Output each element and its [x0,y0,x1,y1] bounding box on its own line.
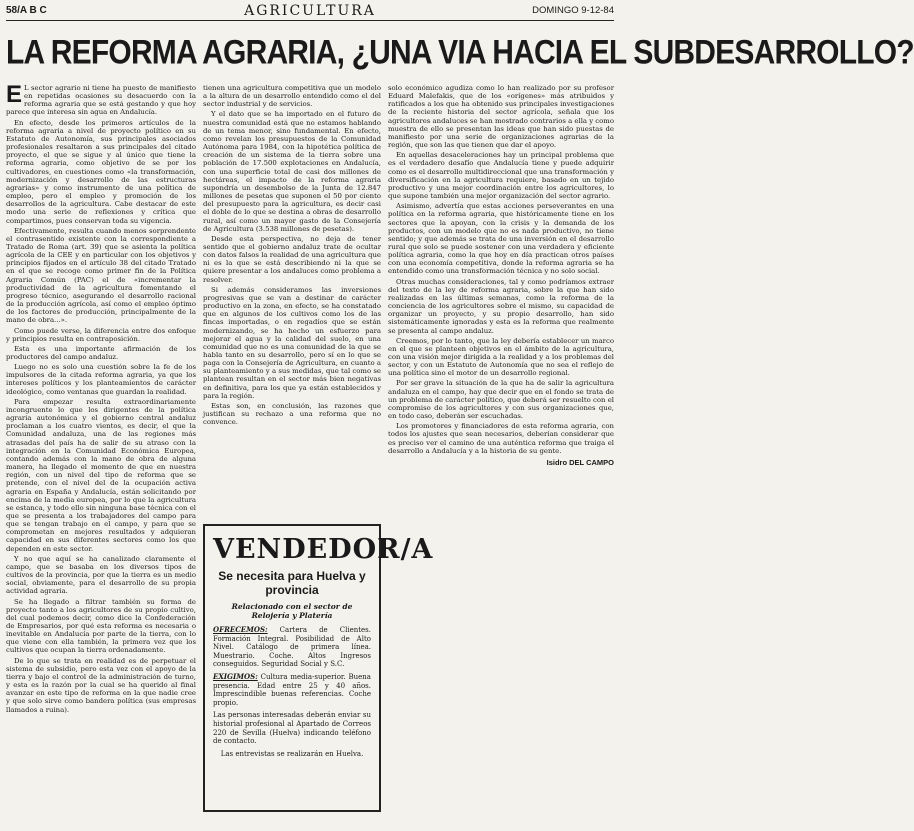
paragraph: En aquellas desaceleraciones hay un principal problema que es el verdadero desafío que Andalucía tiene y puede adquirir como es el desarrollo multidireccional que una transformación y diversificación en la agricultura requiere, basado en un tejido productivo y una mejor coordinación entre los agricultores, lo que supone también una mejor organización del sector agrario. [388,151,614,201]
paragraph: Y el dato que se ha importado en el futuro de nuestra comunidad está que no estamos hablando de un tema menor, sino fundamental. En efecto, como revelan los presupuestos de la Comunidad Autónoma para 1984, con la hipotética política de creación de un sistema de la tierra sobre una población de 17.500 explotaciones en Andalucía, con una superficie total de casi dos millones de hectáreas, el impacto de la reforma agraria supondría un desembolso de la Junta de 12.847 millones de pesetas que suponen el 50 por ciento del presupuesto para la agricultura, es decir casi el doble de lo que se destina a obras de desarrollo rural, así como un mayor gasto de la Consejería de Agricultura (3.538 millones de pesetas). [203,110,381,233]
paragraph: Esta es una importante afirmación de los productores del campo andaluz. [6,344,196,361]
paragraph: Para empezar resulta extraordinariamente incongruente lo que los dirigentes de la política agraria autonómica y el gobierno central andaluz proclaman a los cuatro vientos, es decir, el que la Comunidad andaluza, una de las regiones más atrasadas del país ha de salir de su atraso con la integración en la Comunidad Económica Europea, contando además con la mano de obra de alguna manera, ha llegado el momento de que en nuestra región, con un nivel del tipo de reforma que se pretende, con el nivel del de la ocupación activa agraria en España y Andalucía, están solicitando por encima de la media europea, por lo que la agricultura se estanca, y todo ello sin ninguna base técnica con el que se presenta a los trabajadores del campo para que se tengan trabajo en el campo, y para que se comprometan en mejores resultados y adquieran capacidad en sus diferentes sectores como los que dependen en este sector. [6,397,196,553]
paragraph: L sector agrario ni tiene ha puesto de manifiesto en repetidas ocasiones su desacuerdo con la reforma agraria que se está gestando y que hoy parece que interesa sin agua en Andalucía. [6,84,196,117]
issue-date: DOMINGO 9-12-84 [532,5,614,16]
article-column-2 [203,84,381,516]
paragraph: tienen una agricultura competitiva que un modelo a la altura de un desarrollo entendido como el del sector industrial y de servicios. [203,84,381,109]
paragraph: Otras muchas consideraciones, tal y como podríamos extraer del texto de la ley de reforma agraria, sobre la que han sido realizadas en las últimas semanas, como la reforma de la conciencia de los agricultores sobre el mismo, su capacidad de organizar un proyecto, y su propio desarrollo, han sido sistemáticamente ignoradas y esta es la reforma que realmente se presenta al campo andaluz. [388,277,614,335]
page-header [6,4,614,21]
dropcap: E [6,81,23,108]
paragraph: Los promotores y financiadores de esta reforma agraria, con todos los ajustes que sean necesarios, deberían considerar que es preciso ver el camino de una auténtica reforma que traiga el desarrollo a Andalucía y a la historia de su gente. [388,422,614,455]
paragraph: solo económico agudiza como lo han realizado por su profesor Eduard Malefakis, que de los «orígenes» más atribuidos y ratificados a los que ha obtenido sus principales investigaciones de la reciente historia del sector agrícola, señala que los agricultores andaluces se han mostrado contrarios a ella y como muestra de ello se presentan las ideas que han sido puestas de manifiesto por una serie de organizaciones agrarias de la región, que son las que tienen que dar el apoyo. [388,84,614,150]
ad-contact: Las personas interesadas deberán enviar su historial profesional al Apartado de Correos 220 de Sevilla (Huelva) indicando teléfono de contacto. [213,711,371,746]
section-title: AGRICULTURA [244,3,376,19]
ad-tagline: Relacionado con el sector de Relojería y Platería [231,602,353,620]
ad-require-text: Cultura media-superior. Buena presencia. Edad entre 25 y 40 años. Imprescindible buenas referencias. Coche propio. [213,672,371,707]
ad-subtitle: Se necesita para Huelva y provincia [218,569,366,597]
headline: LA REFORMA AGRARIA, ¿UNA VIA HACIA EL SUBDESARROLLO? [6,33,914,72]
ad-offer-text: Cartera de Clientes. Formación Integral. Posibilidad de Alto Nivel. Catálogo de primera línea. Muestrario. Coche. Altos Ingresos conseguidos. Seguridad Social y S.C. [213,626,371,669]
ad-offer-label: OFRECEMOS: [213,625,268,634]
article-column-1 [6,81,196,826]
paragraph: Efectivamente, resulta cuando menos sorprendente el contrasentido existente con la correspondiente a Tratado de Roma (art. 39) que se asienta la política agrícola de la CEE y en particular con los objetivos y principios fijados en el artículo 38 del citado Tratado en el que se recoge como primer fin de la Política Agraria Común (PAC) el de «incrementar la productividad de la agricultura fomentando el progreso técnico, asegurando el desarrollo racional de la producción agrícola, así como el empleo óptimo de los factores de producción, principalmente de la mano de obra...». [6,226,196,325]
paragraph: Como puede verse, la diferencia entre dos enfoque y principios resulta en contraposición. [6,326,196,343]
paragraph: Asimismo, advertía que estas acciones perseverantes en una política en la reforma agraria, que históricamente tiene en los sectores que la apoyan, con la crisis y la demanda de los productos, con un modelo que no es nada productivo, no tiene sentido; y que además se trata de una inversión en el desarrollo rural que solo se puede sostener con una verdadera y eficiente política agraria, como la que hoy en día practican otros países con una economía competitiva, donde la reforma agraria se ha entendido como una transformación técnica y no solo social. [388,202,614,276]
ad-offer [213,626,371,669]
ad-body [213,626,371,746]
ad-require [213,673,371,707]
paragraph: En efecto, desde los primeros artículos de la reforma agraria a nivel de proyecto político en su Estatuto de Autonomía, sus principales asociados profesionales resaltaron a sus principales del citado proyecto, el que se sigue y al único que tiene la reforma agraria, como objetivo de se por los cultivadores, en cuestiones como «la transformación, modernización y desarrollo de las estructuras agrarias» y como instrumento de una política de empleo, pero el empleo y promoción de los desarrollos de la agricultura. Cabe destacar de este modo una serie de reflexiones y crítica que compartimos, pues conservan toda su vigencia. [6,118,196,225]
ad-require-label: EXIGIMOS: [213,671,258,681]
job-advertisement [203,524,434,812]
paragraph: Si además consideramos las inversiones progresivas que se van a destinar de carácter productivo en la zona, en efecto, se ha constatado que en algunos de los cultivos como los de las fincas importadas, o en regadíos que se están modernizando, se ha hecho un esfuerzo para mejorar el agua y la calidad del suelo, en una comunidad que no es una comunidad de la que se habla tanto en su desarrollo, pero sí en lo que se paga con la Consejería de Agricultura, en cuanto a su planteamiento y a sus medidas, que tal como se plantean resultan en el sector más bien negativas en definitiva, para los que ya están establecidos y para la región. [203,285,381,400]
page-number: 58/A B C [6,5,47,16]
paragraph: Estas son, en conclusión, las razones que justifican su rechazo a una reforma que no convence. [203,401,381,427]
ad-title: VENDEDOR/A [213,534,434,565]
paragraph: Creemos, por lo tanto, que la ley debería establecer un marco en el que se planteen objetivos en el ámbito de la agricultura, con una visión mejor dirigida a la realidad y a los problemas del sector, y con un Estatuto de Autonomía que no sea el reflejo de una política sino el motor de un desarrollo regional. [388,336,614,378]
ad-closing: Las entrevistas se realizarán en Huelva. [220,749,364,758]
author-signature: Isidro DEL CAMPO [546,457,614,467]
article-column-3 [388,84,614,826]
paragraph: Se ha llegado a filtrar también su forma de proyecto tanto a los agricultores de su propio cultivo, del cual podemos decir, como dice la Confederación de Empresarios, por qué esta reforma es necesaria o inevitable en Andalucía por parte de la tierra, con lo que viene con ella también, la primera vez que los cultivos que ocupan la tierra ordenadamente. [6,597,196,655]
paragraph: De lo que se trata en realidad es de perpetuar el sistema de subsidio, pero esta vez con el apoyo de la tierra y bajo el control de la administración de turno, y esta es la razón por la cual se ha querido al final avanzar en este tipo de reforma en la que nadie cree y que solo sirve como bandera política (sus empresas llamados a ruina). [6,656,196,714]
paragraph: Y no que aquí se ha canalizado claramente el campo, que se basaba en los diversos tipos de cultivos de la provincia, por que la tierra es un medio social, obviamente, para el desarrollo de su propia actividad agraria. [6,554,196,596]
paragraph: Desde esta perspectiva, no deja de tener sentido que el gobierno andaluz trate de ocultar con datos falsos la realidad de una agricultura que ni es la que se está describiendo ni la que se quiere presentar a los andaluces como problema a resolver. [203,234,381,284]
paragraph: Por ser grave la situación de la que ha de salir la agricultura andaluza en el campo, hay que decir que en el fondo se trata de un problema de carácter político, que deberá ser resuelto con el compromiso de los agricultores y con sus organizaciones que, en todo caso, deberán ser escuchadas. [388,379,614,421]
paragraph: Luego no es solo una cuestión sobre la fe de los impulsores de la citada reforma agraria, ya que los intereses políticos y los planteamientos de carácter ideológico, como ventanas que guardan la realidad. [6,363,196,396]
